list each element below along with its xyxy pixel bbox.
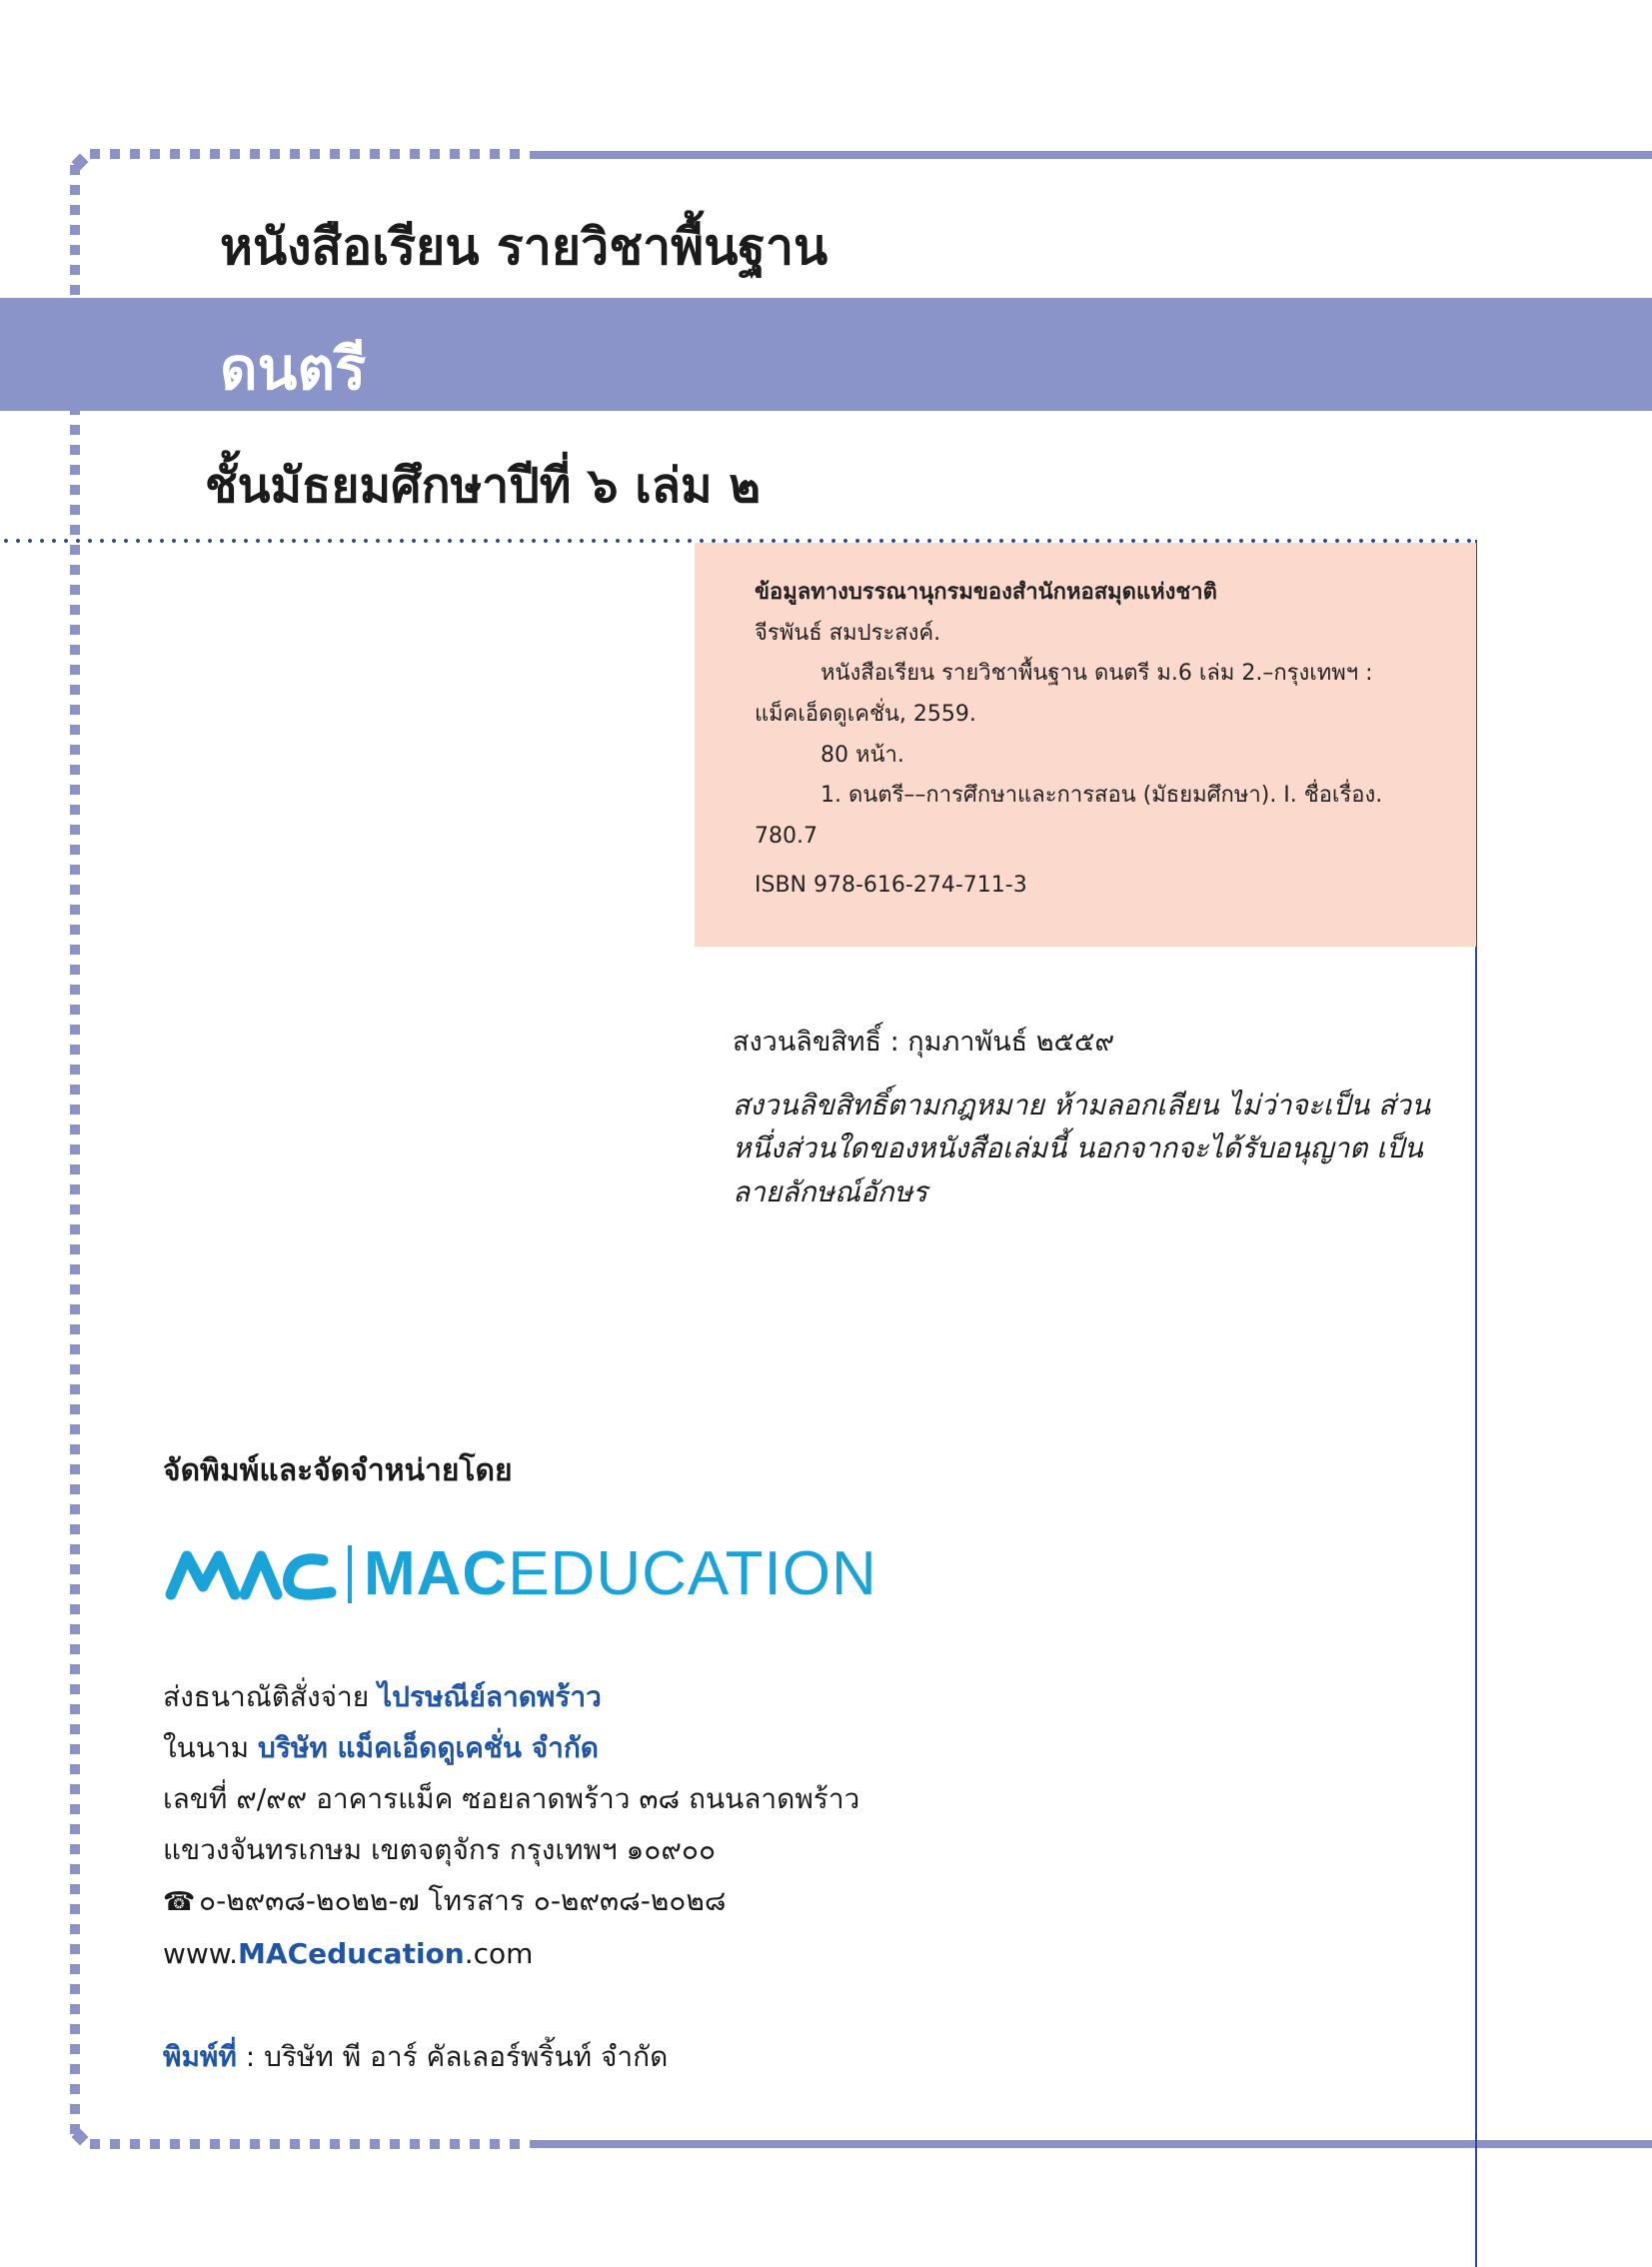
payee-name: บริษัท แม็คเอ็ดดูเคชั่น จำกัด — [258, 1731, 599, 1764]
publisher-contact — [163, 1671, 859, 1979]
cip-isbn: ISBN 978-616-274-711-3 — [755, 872, 1027, 898]
mac-logo-mark-icon — [163, 1546, 338, 1602]
logo-wordmark — [364, 1539, 877, 1608]
address-line-1: เลขที่ ๙/๙๙ อาคารแม็ค ซอยลาดพร้าว ๓๘ ถนนลาดพร้าว — [163, 1782, 860, 1815]
copyright-notice: สงวนลิขสิทธิ์ตามกฎหมาย ห้ามลอกเลียน ไม่ว่าจะเป็น ส่วนหนึ่งส่วนใดของหนังสือเล่มนี้ นอกจากจะได้รับอนุญาต เป็นลายลักษณ์อักษร — [733, 1089, 1431, 1208]
mac-education-logo — [163, 1539, 877, 1609]
cip-subject-line: 1. ดนตรี––การศึกษาและการสอน (มัธยมศึกษา). I. ชื่อเรื่อง. — [821, 783, 1383, 809]
cip-author: จีรพันธ์ สมประสงค์. — [755, 620, 941, 646]
cip-title-line: หนังสือเรียน รายวิชาพื้นฐาน ดนตรี ม.6 เล่ม 2.–กรุงเทพฯ : — [821, 661, 1373, 687]
bottom-dashed-border — [90, 2139, 530, 2149]
telephone-icon: ☎ — [163, 1887, 196, 1917]
cip-heading: ข้อมูลทางบรรณานุกรมของสำนักหอสมุดแห่งชาติ — [755, 580, 1217, 605]
phone-line — [163, 1875, 859, 1928]
bottom-solid-border — [530, 2140, 1652, 2148]
publisher-heading: จัดพิมพ์และจัดจำหน่ายโดย — [163, 1453, 513, 1488]
website-suffix: .com — [464, 1937, 534, 1970]
top-dashed-border — [90, 149, 530, 159]
printer-label: พิมพ์ที่ — [163, 2040, 237, 2073]
payee-line — [163, 1722, 859, 1773]
website-brand: MACeducation — [238, 1937, 465, 1970]
logo-separator — [348, 1545, 352, 1603]
payee-prefix: ในนาม — [163, 1731, 250, 1764]
phone-numbers: ๐-๒๙๓๘-๒๐๒๒-๗ โทรสาร ๐-๒๙๓๘-๒๐๒๘ — [199, 1884, 727, 1917]
address-line-2: แขวงจันทรเกษม เขตจตุจักร กรุงเทพฯ ๑๐๙๐๐ — [163, 1833, 717, 1866]
copyright-date: สงวนลิขสิทธิ์ : กุมภาพันธ์ ๒๕๕๙ — [733, 1027, 1115, 1058]
payment-office: ไปรษณีย์ลาดพร้าว — [378, 1680, 602, 1713]
cip-classification: 780.7 — [755, 824, 818, 850]
book-type-title: หนังสือเรียน รายวิชาพื้นฐาน — [220, 218, 828, 276]
website-link[interactable] — [163, 1928, 859, 1979]
logo-brand-bold: MAC — [364, 1539, 509, 1608]
payment-prefix: ส่งธนาณัติสั่งจ่าย — [163, 1680, 370, 1713]
website-prefix: www. — [163, 1937, 239, 1970]
top-solid-border — [530, 151, 1652, 159]
left-dashed-border — [70, 165, 80, 2134]
cip-publisher-line: แม็คเอ็ดดูเคชั่น, 2559. — [755, 702, 976, 728]
printer-name: : บริษัท พี อาร์ คัลเลอร์พริ้นท์ จำกัด — [236, 2040, 669, 2073]
payment-line — [163, 1671, 859, 1722]
grade-level-title: ชั้นมัธยมศึกษาปีที่ ๖ เล่ม ๒ — [205, 458, 762, 514]
cataloging-data-box — [695, 543, 1476, 947]
printer-line — [163, 2035, 668, 2079]
cip-pages: 80 หน้า. — [821, 742, 904, 768]
subject-title: ดนตรี — [220, 335, 367, 403]
logo-brand-light: EDUCATION — [508, 1539, 877, 1608]
